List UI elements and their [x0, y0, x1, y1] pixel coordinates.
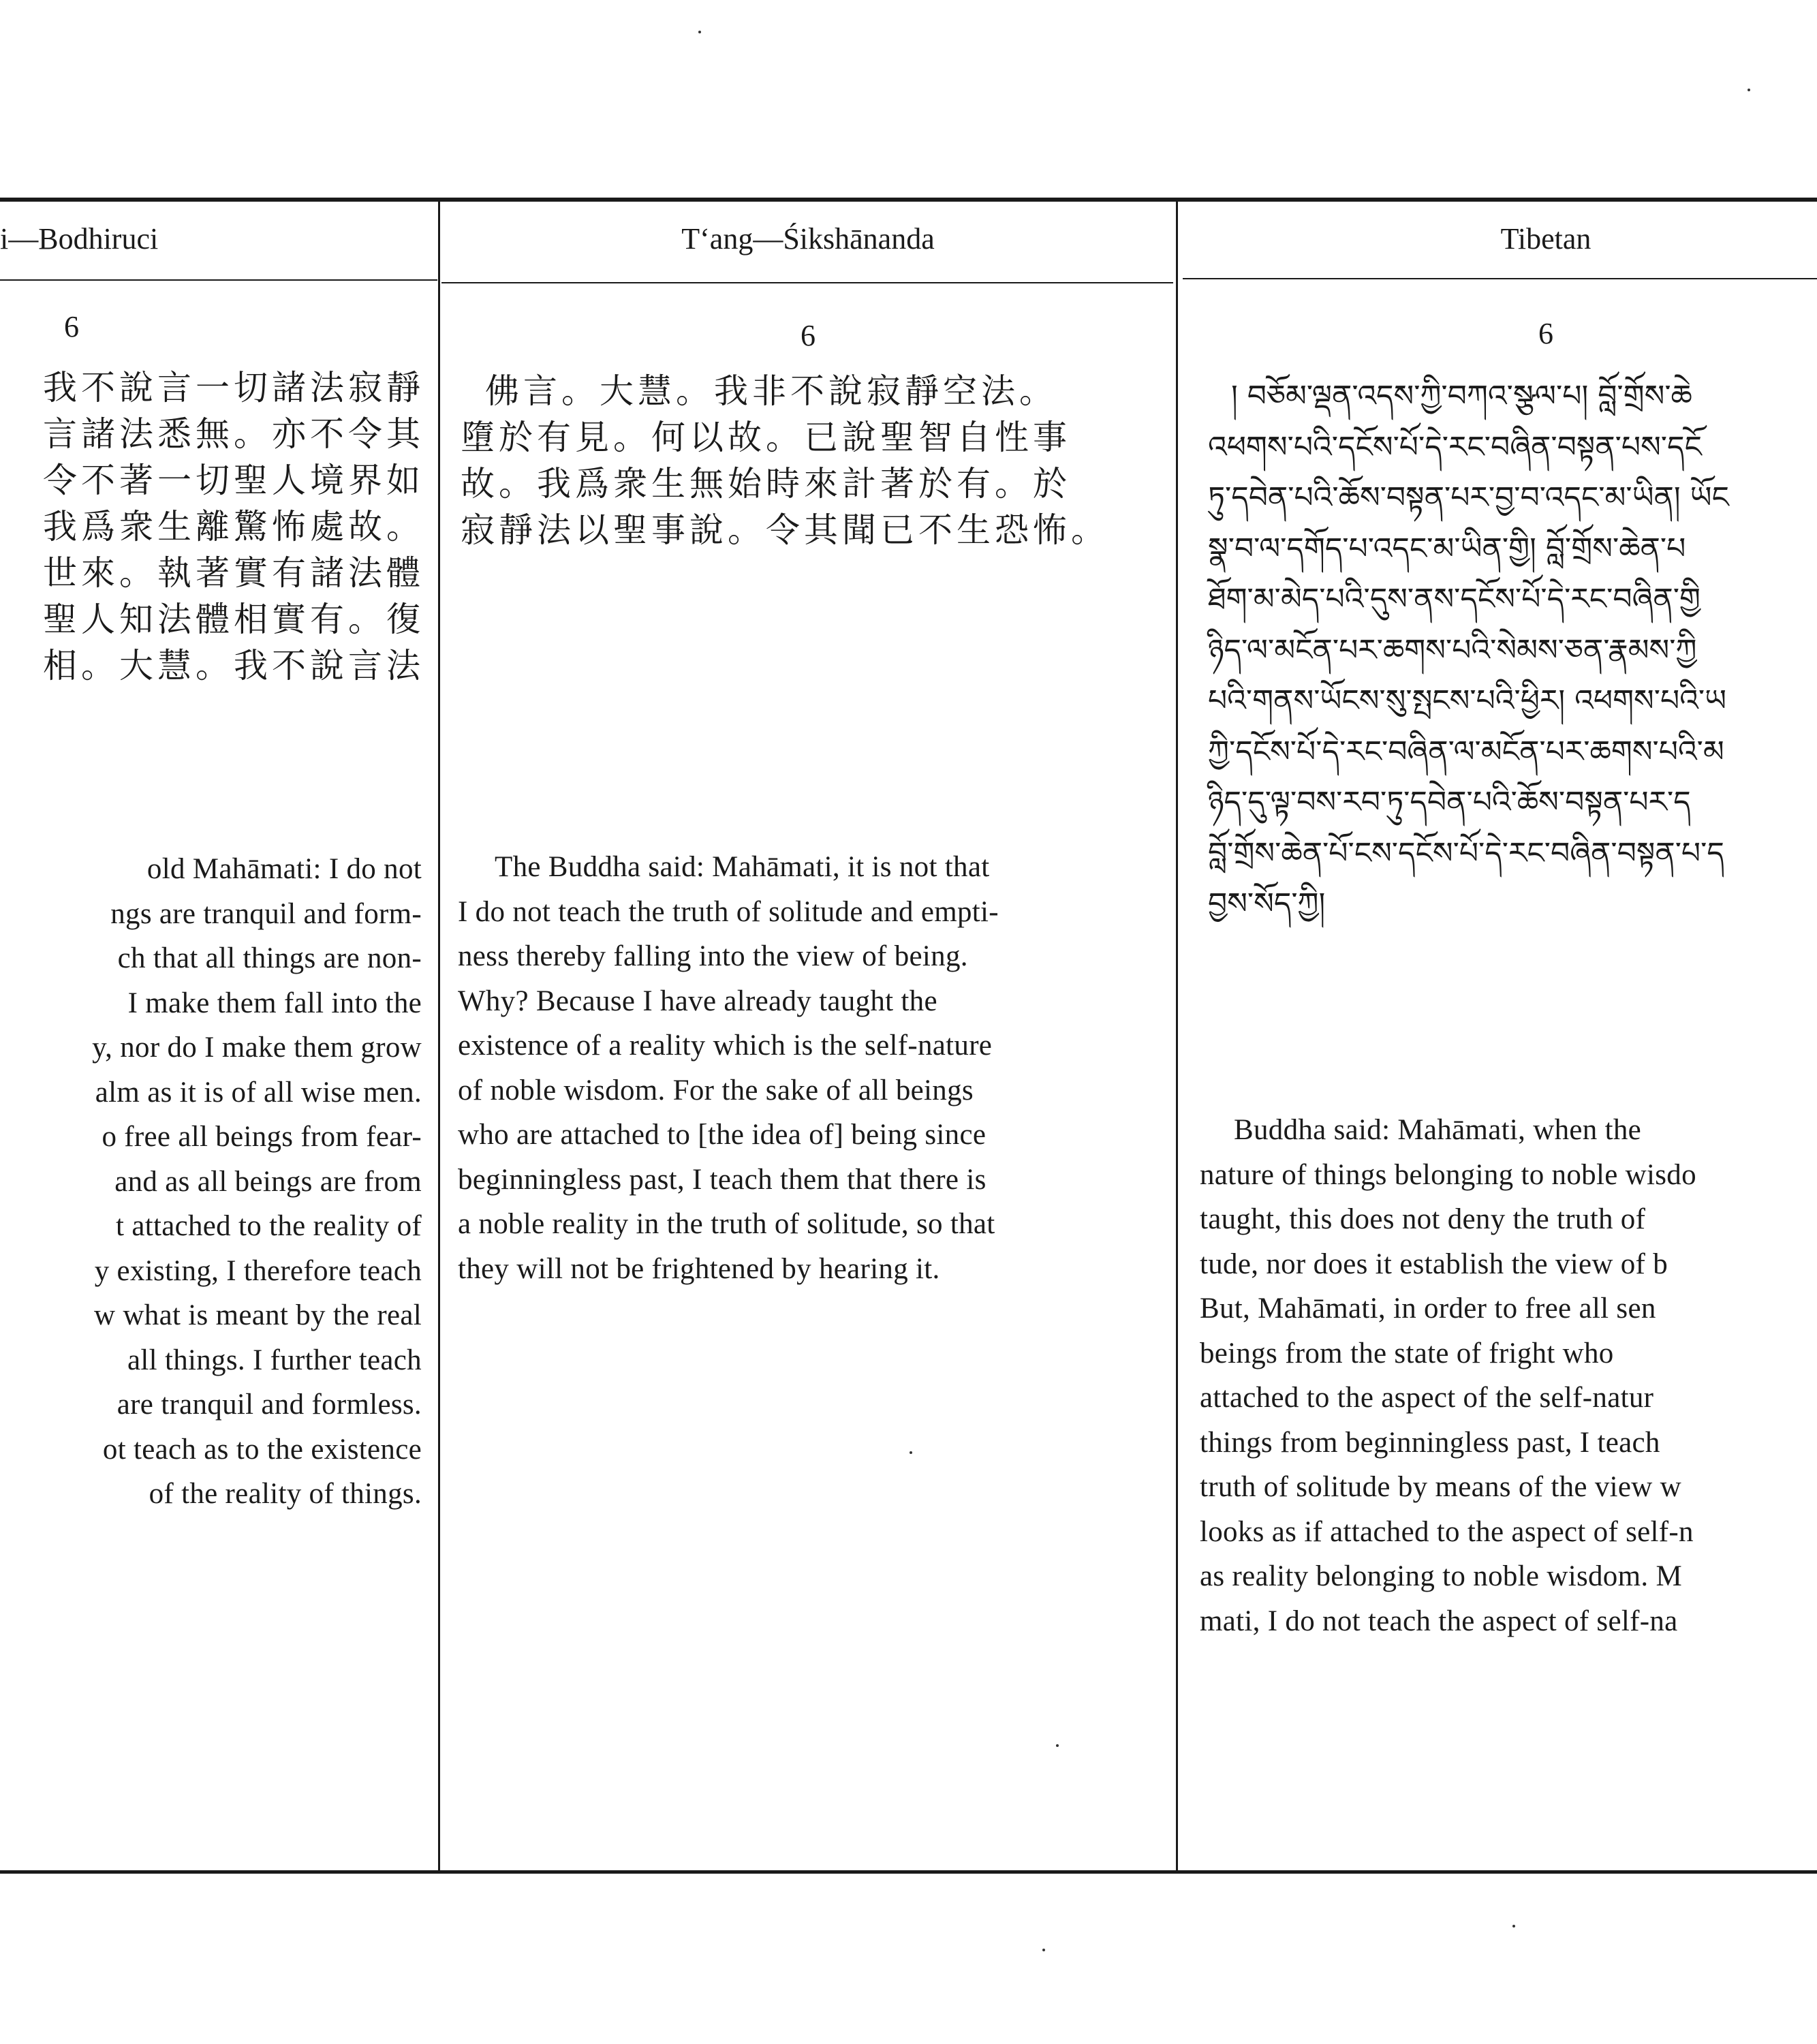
- text-line: 聖人知法體相實有。復: [43, 600, 424, 639]
- text-line: existence of a reality which is the self-nature: [458, 1029, 993, 1062]
- text-line: ཀྱི་དངོས་པོ་དེ་རང་བཞིན་ལ་མངོན་པར་ཆགས་པའི་མ: [1208, 734, 1724, 769]
- text-line: are tranquil and formless.: [117, 1389, 422, 1421]
- text-line: of noble wisdom. For the sake of all beings: [458, 1074, 974, 1106]
- text-line: y, nor do I make them grow: [92, 1032, 422, 1064]
- column-sikshananda: [440, 0, 1176, 2044]
- text-line: beginningless past, I teach them that there is: [458, 1163, 987, 1196]
- column-header: T‘ang—Śikshānanda: [681, 222, 935, 256]
- text-line: 佛言。大慧。我非不說寂靜空法。: [485, 371, 1057, 411]
- text-line: 我不說言一切諸法寂靜: [43, 368, 424, 407]
- text-line: ness thereby falling into the view of being.: [458, 940, 968, 972]
- section-number: 6: [1538, 317, 1553, 350]
- text-line: ཏུ་དབེན་པའི་ཆོས་བསྟན་པར་བྱ་བ་འདང་མ་ཡིན། ཡོང: [1208, 480, 1729, 515]
- text-line: as reality belonging to noble wisdom. M: [1200, 1560, 1682, 1592]
- text-line: and as all beings are from: [114, 1165, 422, 1198]
- text-line: ། བཅོམ་ལྡན་འདས་ཀྱི་བཀའ་སྩལ་པ། བློ་གྲོས་ཆེ: [1231, 379, 1692, 414]
- text-line: Buddha said: Mahāmati, when the: [1234, 1114, 1642, 1146]
- text-line: I do not teach the truth of solitude and empti-: [458, 895, 999, 928]
- text-line: 墮於有見。何以故。已說聖智自性事: [461, 418, 1071, 457]
- text-line: o free all beings from fear-: [102, 1121, 422, 1153]
- text-line: བློ་གྲོས་ཆེན་པོ་ངས་དངོས་པོ་དེ་རང་བཞིན་བསྟན་པ་ད: [1208, 835, 1724, 871]
- text-line: 寂靜法以聖事說。令其聞已不生恐怖。: [461, 510, 1109, 550]
- text-line: all things. I further teach: [127, 1344, 422, 1376]
- text-line: 令不著一切聖人境界如: [43, 461, 424, 500]
- scan-speck: [698, 31, 701, 33]
- column-header: Tibetan: [1500, 222, 1591, 256]
- text-line: t attached to the reality of: [116, 1210, 422, 1242]
- text-line: truth of solitude by means of the view w: [1200, 1471, 1682, 1503]
- text-line: འཕགས་པའི་དངོས་པོ་དེ་རང་བཞིན་བསྟན་པས་དངོ: [1208, 429, 1702, 465]
- section-number: 6: [64, 310, 79, 343]
- text-line: y existing, I therefore teach: [94, 1254, 422, 1287]
- scan-speck: [1748, 89, 1750, 91]
- text-line: who are attached to [the idea of] being since: [458, 1119, 987, 1151]
- column-tibetan: [1178, 0, 1817, 2044]
- text-line: old Mahāmati: I do not: [146, 853, 422, 885]
- tibetan-text: [1208, 371, 1729, 930]
- text-line: ཉིད་ལ་མངོན་པར་ཆགས་པའི་སེམས་ཅན་རྣམས་ཀྱི: [1208, 632, 1697, 668]
- english-text: [1200, 1108, 1696, 1643]
- text-line: a noble reality in the truth of solitude, so that: [458, 1208, 995, 1240]
- text-line: things from beginningless past, I teach: [1200, 1426, 1660, 1459]
- text-line: they will not be frightened by hearing it.: [458, 1252, 940, 1285]
- text-line: ngs are tranquil and form-: [110, 897, 422, 930]
- text-line: of the reality of things.: [149, 1478, 422, 1510]
- text-line: ཉིད་དུ་ལྟ་བས་རབ་ཏུ་དབེན་པའི་ཆོས་བསྟན་པར་ད: [1208, 785, 1691, 820]
- text-line: looks as if attached to the aspect of self-n: [1200, 1515, 1694, 1548]
- text-line: སྣ་བ་ལ་དགོད་པ་འདང་མ་ཡིན་གྱི། བློ་གྲོས་ཆེན་པ: [1208, 531, 1686, 566]
- text-line: ch that all things are non-: [117, 942, 422, 974]
- text-line: alm as it is of all wise men.: [95, 1076, 422, 1109]
- text-line: 相。大慧。我不說言法: [43, 646, 424, 685]
- text-line: But, Mahāmati, in order to free all sen: [1200, 1292, 1656, 1325]
- scan-speck: [1056, 1744, 1059, 1747]
- scan-speck: [1042, 1949, 1045, 1951]
- text-line: 言諸法悉無。亦不令其: [43, 414, 424, 454]
- text-line: w what is meant by the real: [94, 1299, 422, 1331]
- column-bodhiruci: [0, 0, 438, 2044]
- text-line: mati, I do not teach the aspect of self-na: [1200, 1605, 1678, 1637]
- text-line: nature of things belonging to noble wisdo: [1200, 1158, 1696, 1191]
- text-line: I make them fall into the: [127, 987, 422, 1019]
- text-line: བྱས་སོད་ཀྱི།: [1208, 886, 1326, 921]
- text-line: 故。我爲衆生無始時來計著於有。於: [461, 464, 1071, 504]
- text-line: Why? Because I have already taught the: [458, 985, 937, 1017]
- chinese-text: [461, 368, 1109, 553]
- text-line: ཐོག་མ་མེད་པའི་དུས་ནས་དངོས་པོ་དེ་རང་བཞིན་གྱི: [1208, 582, 1700, 617]
- text-line: ot teach as to the existence: [102, 1433, 422, 1466]
- english-text: [92, 847, 422, 1517]
- section-number: 6: [801, 319, 816, 352]
- text-line: པའི་གནས་ཡོངས་སུ་སྤངས་པའི་ཕྱིར། འཕགས་པའི་ཡ: [1208, 683, 1727, 718]
- scan-speck: [910, 1451, 912, 1454]
- text-line: tude, nor does it establish the view of b: [1200, 1248, 1668, 1280]
- chinese-text: [43, 365, 424, 689]
- text-line: 我爲衆生離驚怖處故。: [43, 507, 424, 546]
- text-line: attached to the aspect of the self-natur: [1200, 1382, 1654, 1414]
- text-line: The Buddha said: Mahāmati, it is not that: [495, 851, 990, 883]
- english-text: [458, 845, 999, 1291]
- text-line: beings from the state of fright who: [1200, 1337, 1614, 1369]
- text-line: 世來。執著實有諸法體: [43, 553, 424, 593]
- scan-speck: [1512, 1925, 1515, 1927]
- text-line: taught, this does not deny the truth of: [1200, 1203, 1646, 1235]
- column-header: i—Bodhiruci: [0, 222, 159, 256]
